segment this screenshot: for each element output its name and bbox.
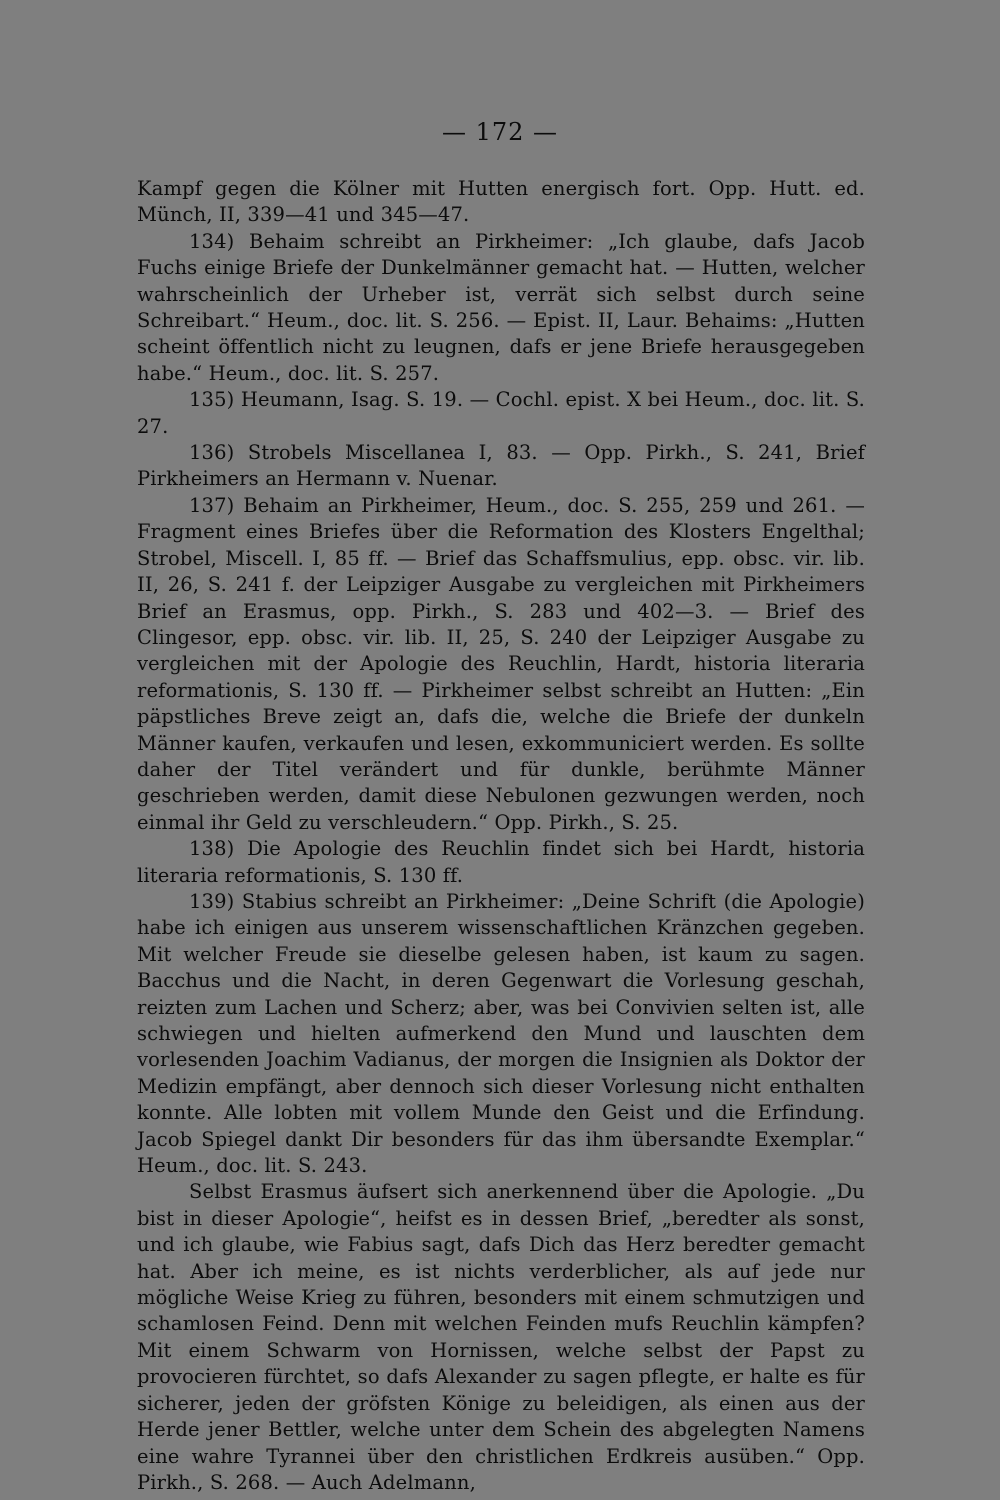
note-139: 139) Stabius schreibt an Pirkheimer: „Deine Schrift (die Apologie) habe ich einigen aus unserem wissenschaftlichen Kränzchen gegeben. Mit welcher Freude sie dieselbe gelesen haben, ist kaum zu sagen. Bacchus und die Nacht, in deren Gegenwart die Vorlesung geschah, reizten zum Lachen und Scherz; aber, was bei Convivien selten ist, alle schwiegen und hielten aufmerkend den Mund und lauschten dem vorlesenden Joachim Vadianus, der morgen die Insignien als Doktor der Medizin empfängt, aber dennoch sich dieser Vorlesung nicht enthalten konnte. Alle lobten mit vollem Munde den Geist und die Erfindung. Jacob Spiegel dankt Dir besonders für das ihm übersandte Exemplar.“ Heum., doc. lit. S. 243.: [137, 889, 865, 1178]
note-136: 136) Strobels Miscellanea I, 83. — Opp. Pirkh., S. 241, Brief Pirkheimers an Hermann v. Nuenar.: [137, 441, 865, 491]
paragraph-continuation: Kampf gegen die Kölner mit Hutten energisch fort. Opp. Hutt. ed. Münch, II, 339—41 und 345—47.: [137, 177, 865, 227]
page-number: — 172 —: [441, 118, 559, 146]
paragraph-erasmus: Selbst Erasmus äufsert sich anerkennend über die Apologie. „Du bist in dieser Apologie“, heifst es in dessen Brief, „beredter als sonst, und ich glaube, wie Fabius sagt, dafs Dich das Herz beredter gemacht hat. Aber ich meine, es ist nichts verderblicher, als auf jede nur mögliche Weise Krieg zu führen, besonders mit einem schmutzigen und schamlosen Feind. Denn mit welchen Feinden mufs Reuchlin kämpfen? Mit einem Schwarm von Hornissen, welche selbst der Papst zu provocieren fürchtet, so dafs Alexander zu sagen pflegte, er halte es für sicherer, jeden der gröfsten Könige zu beleidigen, als einen aus der Herde jener Bettler, welche unter dem Schein des abgelegten Namens eine wahre Tyrannei über den christlichen Erdkreis ausüben.“ Opp. Pirkh., S. 268. — Auch Adelmann,: [137, 1180, 865, 1494]
note-135: 135) Heumann, Isag. S. 19. — Cochl. epist. X bei Heum., doc. lit. S. 27.: [137, 388, 865, 438]
page-body: [137, 176, 865, 1496]
note-134: 134) Behaim schreibt an Pirkheimer: „Ich glaube, dafs Jacob Fuchs einige Briefe der Dunkelmänner gemacht hat. — Hutten, welcher wahrscheinlich der Urheber ist, verrät sich selbst durch seine Schreibart.“ Heum., doc. lit. S. 256. — Epist. II, Laur. Behaims: „Hutten scheint öffentlich nicht zu leugnen, dafs er jene Briefe herausgegeben habe.“ Heum., doc. lit. S. 257.: [137, 229, 865, 385]
note-137: 137) Behaim an Pirkheimer, Heum., doc. S. 255, 259 und 261. — Fragment eines Briefes über die Reformation des Klosters Engelthal; Strobel, Miscell. I, 85 ff. — Brief das Schaffsmulius, epp. obsc. vir. lib. II, 26, S. 241 f. der Leipziger Ausgabe zu vergleichen mit Pirkheimers Brief an Erasmus, opp. Pirkh., S. 283 und 402—3. — Brief des Clingesor, epp. obsc. vir. lib. II, 25, S. 240 der Leipziger Ausgabe zu vergleichen mit der Apologie des Reuchlin, Hardt, historia literaria reformationis, S. 130 ff. — Pirkheimer selbst schreibt an Hutten: „Ein päpstliches Breve zeigt an, dafs die, welche die Briefe der dunkeln Männer kaufen, verkaufen und lesen, exkommuniciert werden. Es sollte daher der Titel verändert und für dunkle, berühmte Männer geschrieben werden, damit diese Nebulonen gezwungen werden, noch einmal ihr Geld zu verschleudern.“ Opp. Pirkh., S. 25.: [137, 493, 865, 834]
note-138: 138) Die Apologie des Reuchlin findet sich bei Hardt, historia literaria reformationis, S. 130 ff.: [137, 837, 865, 887]
